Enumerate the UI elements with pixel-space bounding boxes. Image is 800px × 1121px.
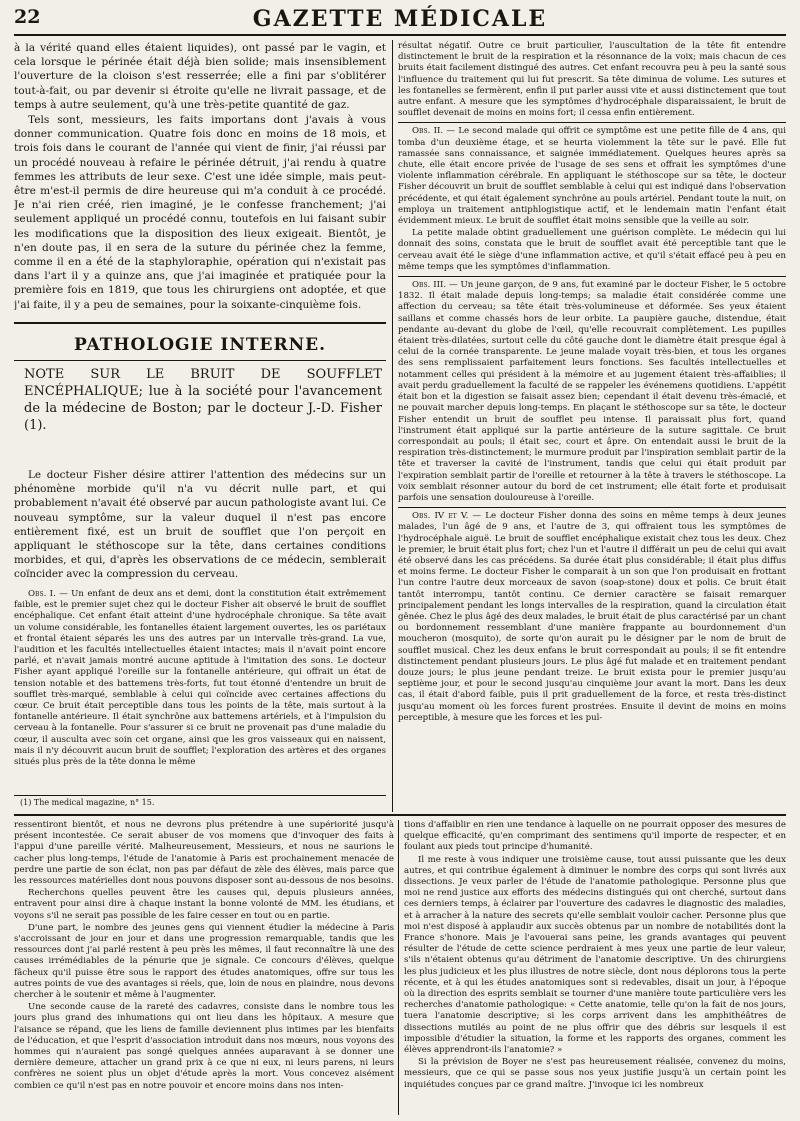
article-title: NOTE SUR LE BRUIT DE SOUFFLET ENCÉPHALIQUE; lue à la société pour l'avancement de la médecine de Boston; par le docteur J.-D. Fisher (1). <box>24 367 382 433</box>
paragraph: à la vérité quand elles étaient liquides), ont passé par le vagin, et cela lorsque le périnée était déjà bien solide; mais insensiblement l'ouverture de la cloison s'est resserrée; elle a fini par s'oblitérer tout-à-fait, ou par devenir si étroite qu'elle ne livrait passage, et de temps à autre seulement, qu'à une très-petite quantité de gaz. <box>14 42 386 111</box>
bottom-right-column <box>404 820 786 1118</box>
journal-title: GAZETTE MÉDICALE <box>252 6 548 32</box>
paragraph: Il me reste à vous indiquer une troisième cause, tout aussi puissante que les deux autres, et qui contribue également à diminuer le nombre des corps qui sont livrés aux dissections. Je veux parler de l'étude de l'anatomie pathologique. Personne plus que moi ne rend justice aux efforts des médecins distingués qui ont cherché, surtout dans ces derniers temps, à éclairer par l'ouverture des cadavres le diagnostic des maladies, et à arracher à la nature des secrets qu'elle semblait vouloir cacher. Personne plus que moi n'est disposé à applaudir aux succès obtenus par un nombre de notabilités dont la France s'honore. Mais je l'avouerai sans peine, les grands avantages qui peuvent résulter de l'étude de cette science perdraient à mes yeux une partie de leur valeur, s'ils n'étaient obtenus qu'au détriment de l'anatomie descriptive. Un des chirurgiens les plus judicieux et les plus illustres de notre siècle, dont nous déplorons tous la perte récente, et à qui les études anatomiques sont si redevables, disait un jour, à l'époque où la direction des esprits semblait se tourner d'une manière toute particulière vers les recherches d'anatomie pathologique: « Cette anatomie, telle qu'on la fait de nos jours, tuera l'anatomie descriptive; si les corps arrivent dans les amphithéâtres de dissections mutilés au point de ne plus offrir que des débris sur lesquels il est impossible d'étudier la situation, la forme et les rapports des organes, comment les élèves apprendront-ils l'anatomie? » <box>404 854 786 1056</box>
observation-rule <box>398 276 786 277</box>
footnote: (1) The medical magazine, n° 15. <box>20 798 155 807</box>
paragraph: — Le docteur Fisher donna des soins en même temps à deux jeunes malades, l'un âgé de 9 ans, et l'autre de 3, qui offraient tous les symptômes de l'hydrocéphale aiguë. Le bruit de soufflet encéphalique existait chez tous les deux. Chez le premier, le bruit était plus fort; chez l'un et l'autre il différait un peu de celui qui avait été observé dans les cas précédens. Sa durée était plus considérable; il était plus diffus et moins ferme. Le docteur Fisher le comparait à un son que l'on produisait en frottant l'un contre l'autre deux morceaux de savon (soap-stone) doux et polis. Ce bruit était tantôt interrompu, tantôt continu. Ce dernier caractère se faisait remarquer principalement pendant les longs intervalles de la respiration, quand la circulation était gênée. Chez le plus âgé des deux malades, le bruit était de plus caractérisé par un chant ou bordonnement ressemblant d'une manière frappante au bourdonnement d'un moucheron (mosquito), de sorte qu'on aurait pu le désigner par le nom de bruit de soufflet musical. Chez les deux enfans le bruit correspondait au pouls; il se fit entendre distinctement pendant plusieurs jours. Le plus âgé fut malade et en traitement pendant douze jours; le plus jeune pendant treize. Le bruit exista pour le premier jusqu'au septième jour, et pour le second jusqu'au cinquième jour avant la mort. Dans les deux cas, il était d'abord faible, puis il prit graduellement de la force, et resta très-distinct jusqu'au moment où les forces furent prostrées. Ensuite il devint de moins en moins perceptible, à mesure que les forces et les pul- <box>398 511 786 723</box>
observation-rule <box>398 122 786 123</box>
column-divider <box>392 40 393 812</box>
section-rule-top <box>14 322 386 324</box>
paragraph: Si la prévision de Boyer ne s'est pas heureusement réalisée, convenez du moins, messieurs, que ce qui se passe sous nos yeux justifie jusqu'à un certain point les inquiétudes conçues par ce grand maître. J'invoque ici les nombreux <box>404 1057 786 1090</box>
observation-label: Obs. I. <box>28 589 56 599</box>
paragraph: Recherchons quelles peuvent être les causes qui, depuis plusieurs années, entravent pour ainsi dire à chaque instant la bonne volonté de MM. les étudians, et voyons s'il ne serait pas possible de les faire cesser en tout ou en partie. <box>14 888 394 921</box>
footnote-rule <box>14 795 386 796</box>
page-header <box>14 4 786 34</box>
paragraph: — Un jeune garçon, de 9 ans, fut examiné par le docteur Fisher, le 5 octobre 1832. Il était malade depuis long-temps; sa maladie était considérée comme une affection du cerveau; sa tête était très-volumineuse et déformée. Ses yeux étaient saillans et comme chassés hors de leur orbite. La paupière gauche, distendue, était pendante au-devant du globe de l'œil, qu'elle recouvrait complètement. Les pupilles étaient très-dilatées, surtout celle du côté gauche dont le diamètre était presque égal à celui de la cornée transparente. Le jeune malade voyait très-bien, et tous les organes des sens remplissaient parfaitement leurs fonctions. Ses facultés intellectuelles et notamment celles qui président à la mémoire et au jugement étaient très-affaiblies; il avait perdu graduellement la faculté de se rappeler les événemens quotidiens. L'appétit était bon et la digestion se faisait assez bien; cependant il était devenu très-émacié, et ne pouvait marcher depuis long-temps. En plaçant le stéthoscope sur sa tête, le docteur Fisher entendit un bruit de soufflet peu intense. Il paraissait plus fort, quand l'instrument était appliqué sur la partie antérieure de la suture sagittale. Ce bruit correspondait au pouls; il était sec, court et âpre. On entendait aussi le bruit de la respiration très-distinctement; le murmure produit par l'inspiration semblait partir de la tête et traverser la cavité de l'instrument, tandis que celui qui était produit par l'expiration semblait partir de l'oreille et retourner à la tête à travers le stéthoscope. La voix semblait résonner autour du bord de cet instrument; elle était forte et produisait parfois une sensation douloureuse à l'oreille. <box>398 280 786 503</box>
paragraph: — Un enfant de deux ans et demi, dont la constitution était extrêmement faible, est le premier sujet chez qui le docteur Fisher ait observé le bruit de soufflet encéphalique. Cet enfant était atteint d'une hydrocéphale chronique. Sa tête avait un volume considérable, les fontanelles étaient largement ouvertes, les os pariétaux et frontal étaient séparés les uns des autres par un intervalle très-grand. La vue, l'audition et les facultés intellectuelles étaient intactes; mais il n'avait point encore parlé, et n'avait jamais montré aucune aptitude à l'imitation des sons. Le docteur Fisher ayant appliqué l'oreille sur la fontanelle antérieure, qui offrait un état de tension notable et des battemens très-forts, fut tout étonné d'entendre un bruit de soufflet très-marqué, semblable à celui qui coïncide avec certaines affections du cœur. Ce bruit était perceptible dans tous les points de la tête, mais surtout à la fontanelle antérieure. Il était synchrône aux battemens artériels, et à l'impulsion du cerveau à la fontanelle. Pour s'assurer si ce bruit ne provenait pas d'une maladie du cœur, il ausculta avec soin cet organe, ainsi que les gros vaisseaux qui en naissent, mais il n'y découvrit aucun bruit de soufflet; l'exploration des artères et des organes situés plus près de la tête donna le même <box>14 589 386 768</box>
observation-label: Obs. IV et V. <box>412 511 469 522</box>
horizontal-divider <box>14 814 786 816</box>
article-intro <box>14 468 386 583</box>
paragraph: Une seconde cause de la rareté des cadavres, consiste dans le nombre tous les jours plus grand des inhumations qui ont lieu dans les hôpitaux. A mesure que l'aisance se répand, que les liens de famille deviennent plus intimes par les bienfaits de l'éducation, et que l'esprit d'association introduit dans nos mœurs, nous voyons des hommes qui n'auraient pas songé quelques années auparavant à se donner une dernière demeure, attacher un grand prix à ce que ni eux, ni leurs parens, ni leurs confrères ne soient plus un objet d'étude après la mort. Vous concevez aisément combien ce qu'il n'est pas en notre pouvoir et encore moins dans nos inten- <box>14 1002 394 1091</box>
observation-label: Obs. III. <box>412 280 447 291</box>
paragraph: Le docteur Fisher désire attirer l'attention des médecins sur un phénomène morbide qu'il n'a vu décrit nulle part, et qui probablement n'avait été observé par aucun pathologiste avant lui. Ce nouveau symptôme, sur la valeur duquel il n'est pas encore entièrement fixé, est un bruit de soufflet que l'on perçoit en appliquant le stéthoscope sur la tête, dans certaines conditions morbides, et qui, d'après les observations de ce médecin, semblerait coïncider avec la compression du cerveau. <box>14 469 386 581</box>
bottom-left-column <box>14 820 394 1118</box>
column-divider-bottom <box>398 820 399 1115</box>
header-rule <box>14 34 786 36</box>
paragraph: ressentiront bientôt, et nous ne devrons plus prétendre à une supériorité jusqu'à présent incontestée. Ce serait abuser de vos momens que d'invoquer des faits à l'appui d'une pareille vérité. Malheureusement, Messieurs, et nous ne saurions le cacher plus long-temps, l'étude de l'anatomie à Paris est prochainement menacée de perdre une partie de son éclat, non pas par défaut de zèle des élèves, mais parce que les ressources matérielles dont nous pouvons disposer sont au-dessous de nos besoins. <box>14 820 394 887</box>
section-rule-bottom <box>14 360 386 361</box>
paragraph: La petite malade obtint graduellement une guérison complète. Le médecin qui lui donnait des soins, constata que le bruit de soufflet avait été perceptible tant que le cerveau avait été le siège d'une inflammation active, et qu'il s'était effacé peu à peu en même temps que les symptômes d'inflammation. <box>398 228 786 272</box>
paragraph: résultat négatif. Outre ce bruit particulier, l'auscultation de la tête fit entendre distinctement le bruit de la respiration et la résonnance de la voix; mais chacun de ces bruits était facilement distingué des autres. Cet enfant recouvra peu à peu la santé sous l'influence du traitement qui lui fut prescrit. Sa tête diminua de volume. Les sutures et les fontanelles se fermèrent, enfin il put parler aussi vite et aussi distinctement que tout autre enfant. A mesure que les symptômes d'hydrocéphale disparaissaient, le bruit de soufflet devenait de moins en moins fort; il cessa enfin entièrement. <box>398 41 786 119</box>
section-title: PATHOLOGIE INTERNE. <box>73 335 327 355</box>
paragraph: tions d'affaiblir en rien une tendance à laquelle on ne pourrait opposer des mesures de quelque efficacité, qu'en comprimant des sentimens qu'il importe de respecter, et en foulant aux pieds tout principe d'humanité. <box>404 820 786 853</box>
observation-1 <box>14 589 386 769</box>
paragraph: D'une part, le nombre des jeunes gens qui viennent étudier la médecine à Paris s'accroissant de jour en jour et dans une progression remarquable, tandis que les ressources dont j'ai parlé restent à peu près les mêmes, il faut reconnaître là une des causes irrémédiables de la pénurie que je signale. Ce concours d'élèves, quelque fâcheux qu'il puisse être sous le rapport des études anatomiques, offre sur tous les autres points de vue des avantages si réels, que, loin de nous en plaindre, nous devons chercher à le soutenir et même à l'augmenter. <box>14 922 394 1001</box>
observation-rule <box>398 507 786 508</box>
column-2 <box>398 41 786 811</box>
paragraph: — Le second malade qui offrit ce symptôme est une petite fille de 4 ans, qui tomba d'un deuxième étage, et se heurta violemment la tête sur le pavé. Elle fut ramassée sans connaissance, et saignée immédiatement. Quelques heures après sa chute, elle était encore privée de l'usage de ses sens et offrait les symptômes d'une violente inflammation cérébrale. En appliquant le stéthoscope sur sa tête, le docteur Fisher découvrit un bruit de soufflet semblable à celui qui est indiqué dans l'observation précédente, et qui était également synchrône au pouls artériel. Pendant toute la nuit, on employa un traitement antiphlogistique actif, et le lendemain matin l'enfant était évidemment mieux. Le bruit de soufflet était moins sensible que la veille au soir. <box>398 126 786 227</box>
paragraph: Tels sont, messieurs, les faits importans dont j'avais à vous donner communication. Quatre fois donc en moins de 18 mois, et trois fois dans le courant de l'année qui vient de finir, j'ai réussi par un procédé nouveau à refaire le périnée détruit, j'ai rendu à quatre femmes les attributs de leur sexe. C'est une idée simple, mais peut-être m'est-il permis de dire heureuse qui m'a conduit à ce procédé. Je n'ai rien créé, rien imaginé, je le confesse franchement; j'ai seulement appliqué un procédé connu, toutefois en lui faisant subir les modifications que la disposition des lieux exigeait. Bientôt, je n'en doute pas, il en sera de la suture du périnée chez la femme, comme il en a été de la staphyloraphie, opération qui n'existait pas dans l'art il y a quinze ans, que j'ai imaginée et pratiquée pour la première fois en 1819, que tous les chirurgiens ont adoptée, et que j'ai faite, il y a peu de semaines, pour la soixante-cinquième fois. <box>14 114 386 311</box>
observation-label: Obs. II. <box>412 126 444 137</box>
column-1-top <box>14 41 386 313</box>
page-number: 22 <box>14 6 41 28</box>
